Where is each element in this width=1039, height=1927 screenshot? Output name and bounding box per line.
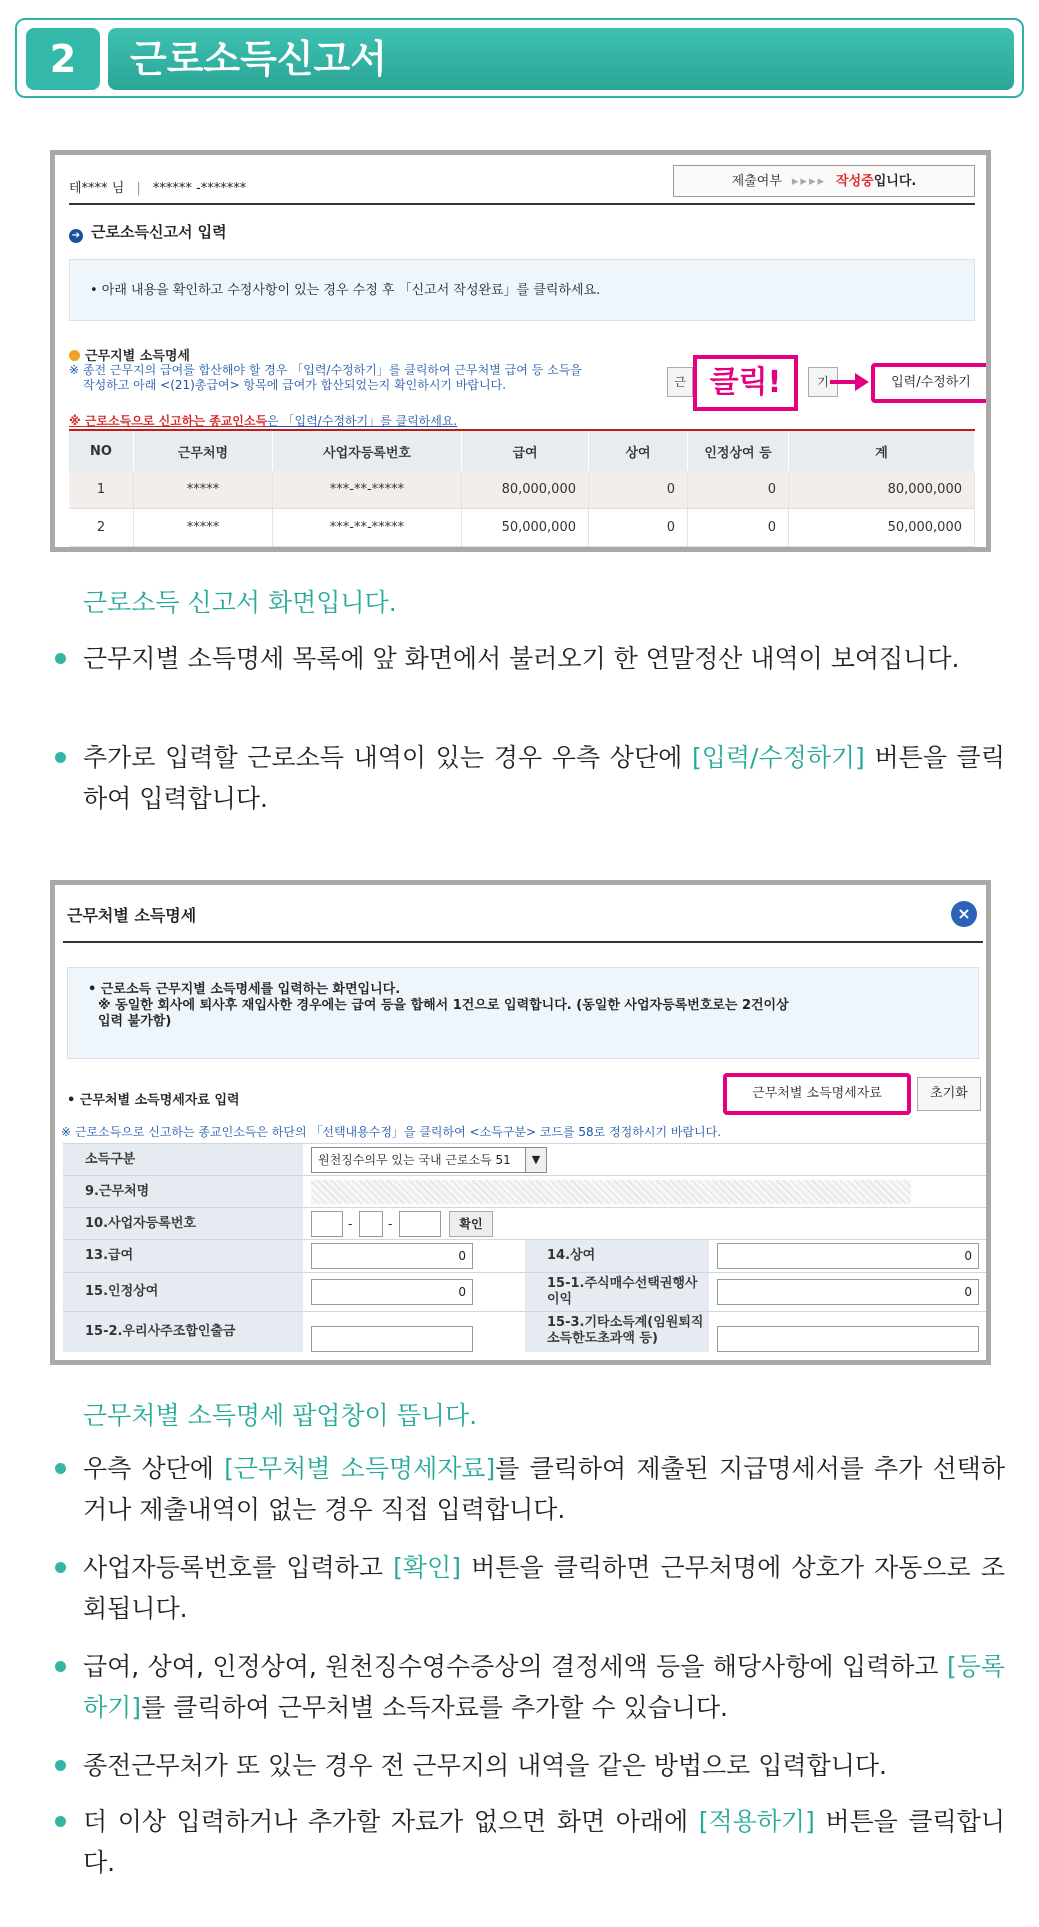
other-income-label-line1: 15-3.기타소득계(임원퇴직 bbox=[547, 1315, 704, 1330]
chevron-down-icon: ▼ bbox=[525, 1148, 546, 1172]
cell-workplace: ***** bbox=[134, 509, 273, 547]
bullet-highlight: [적용하기] bbox=[698, 1807, 815, 1836]
bullet-text-pre: 사업자등록번호를 입력하고 bbox=[83, 1553, 394, 1582]
edit-button[interactable]: 입력/수정하기 bbox=[871, 363, 991, 403]
form-row-other bbox=[63, 1311, 987, 1352]
table-row[interactable] bbox=[69, 509, 975, 547]
bullet-text-post: 를 클릭하여 근무처별 소득자료를 추가할 수 있습니다. bbox=[141, 1693, 728, 1722]
cell-bonus: 0 bbox=[589, 509, 688, 547]
col-header: 계 bbox=[789, 431, 975, 471]
status-arrows: ▸▸▸▸ bbox=[791, 174, 827, 189]
income-type-label: 소득구분 bbox=[63, 1144, 303, 1175]
bullet-text-post: 버튼을 클릭합니다. bbox=[83, 1807, 1005, 1877]
bonus-label: 14.상여 bbox=[525, 1240, 709, 1272]
bullet-dot-icon bbox=[55, 1760, 66, 1771]
bizno-label: 10.사업자등록번호 bbox=[63, 1208, 303, 1239]
bullet-text: 근무지별 소득명세 목록에 앞 화면에서 불러오기 한 연말정산 내역이 보여집니다. bbox=[83, 644, 960, 673]
bullet-item bbox=[55, 1547, 1005, 1629]
form-row-recognized bbox=[63, 1272, 987, 1311]
workplace-income-heading bbox=[69, 345, 190, 364]
bullet-highlight: [등록하기] bbox=[83, 1652, 1005, 1722]
cell-bizno: ***-**-***** bbox=[273, 509, 462, 547]
bullet-dot-icon bbox=[55, 1816, 66, 1827]
workplace-label: 9.근무처명 bbox=[63, 1176, 303, 1207]
bullet-dot-icon bbox=[55, 752, 66, 763]
recognized-bonus-label: 15.인정상여 bbox=[63, 1273, 303, 1311]
bizno-input-1[interactable] bbox=[311, 1211, 343, 1237]
bullet-text-post: 를 클릭하여 제출된 지급명세서를 추가 선택하거나 제출내역이 없는 경우 직접 입력합니다. bbox=[83, 1454, 1005, 1524]
salary-label: 13.급여 bbox=[63, 1240, 303, 1272]
union-withdrawal-input[interactable] bbox=[311, 1326, 473, 1352]
workplace-income-heading-text: 근무지별 소득명세 bbox=[85, 349, 190, 364]
bullet-dot-icon bbox=[69, 350, 80, 361]
status-suffix: 입니다. bbox=[873, 174, 917, 189]
salary-input[interactable]: 0 bbox=[311, 1243, 473, 1269]
submission-status bbox=[673, 165, 975, 197]
popup-notice bbox=[67, 967, 979, 1059]
bullet-item bbox=[55, 638, 1005, 679]
bullet-text bbox=[83, 1448, 1005, 1530]
screenshot-tax-return bbox=[50, 150, 991, 552]
merge-note bbox=[69, 363, 669, 393]
religious-income-note: ※ 근로소득으로 신고하는 종교인소득은 하단의 「선택내용수정」을 클릭하여 <소득구분> 코드를 58로 정정하시기 바랍니다. bbox=[61, 1125, 722, 1139]
cell-total: 80,000,000 bbox=[789, 471, 975, 509]
cell-bonus: 0 bbox=[589, 471, 688, 509]
bullet-text: 종전근무처가 또 있는 경우 전 근무지의 내역을 같은 방법으로 입력합니다. bbox=[83, 1751, 887, 1780]
bonus-input[interactable]: 0 bbox=[717, 1243, 979, 1269]
bullet-text-pre: 더 이상 입력하거나 추가할 자료가 없으면 화면 아래에 bbox=[83, 1807, 699, 1836]
income-data-heading: • 근무처별 소득명세자료 입력 bbox=[67, 1093, 240, 1108]
bullet-highlight: [입력/수정하기] bbox=[691, 743, 865, 772]
table-header-row bbox=[69, 431, 975, 471]
header-divider bbox=[69, 203, 975, 205]
user-info bbox=[69, 177, 246, 196]
bullet-text-post: 버튼을 클릭하면 근무처명에 상호가 자동으로 조회됩니다. bbox=[83, 1553, 1005, 1623]
religious-note-highlight: 근로소득으로 신고하는 종교인소득 bbox=[84, 414, 268, 428]
workplace-name-readonly bbox=[311, 1180, 911, 1204]
status-label: 제출여부 bbox=[731, 174, 782, 189]
cell-no: 2 bbox=[69, 509, 134, 547]
user-name: 테**** 님 bbox=[69, 181, 125, 196]
bullet-item bbox=[55, 1801, 1005, 1883]
workplace-income-table bbox=[69, 431, 975, 547]
union-withdrawal-label: 15-2.우리사주조합인출금 bbox=[63, 1312, 303, 1352]
status-value: 작성중 bbox=[836, 174, 874, 189]
stock-option-label: 15-1.주식매수선택권행사이익 bbox=[525, 1273, 709, 1311]
workplace-income-data-button[interactable]: 근무처별 소득명세자료 bbox=[723, 1073, 911, 1115]
callout-arrow-icon bbox=[855, 373, 869, 391]
other-income-input[interactable] bbox=[717, 1326, 979, 1352]
bullet-item bbox=[55, 1448, 1005, 1530]
form-row-bizno bbox=[63, 1207, 987, 1239]
bizno-dash: - bbox=[388, 1217, 393, 1231]
section-heading bbox=[69, 221, 227, 243]
col-header: 인정상여 등 bbox=[688, 431, 789, 471]
col-header: NO bbox=[69, 431, 134, 471]
table-row[interactable] bbox=[69, 471, 975, 509]
close-icon[interactable]: × bbox=[951, 901, 977, 927]
user-id: ****** -******* bbox=[152, 181, 247, 196]
partially-hidden-button[interactable]: 근 bbox=[667, 367, 693, 397]
bullet-text-pre: 우측 상단에 bbox=[83, 1454, 225, 1483]
bullet-text-pre: 급여, 상여, 인정상여, 원천징수영수증상의 결정세액 등을 해당사항에 입력하고 bbox=[83, 1652, 947, 1681]
form-row-income-type bbox=[63, 1143, 987, 1175]
caption-1: 근로소득 신고서 화면입니다. bbox=[83, 588, 397, 617]
cell-no: 1 bbox=[69, 471, 134, 509]
confirm-button[interactable]: 확인 bbox=[449, 1211, 493, 1237]
section-number: 2 bbox=[26, 28, 100, 90]
partially-hidden-button-right[interactable]: 기 bbox=[808, 367, 838, 397]
religious-income-note bbox=[69, 412, 457, 429]
bullet-item bbox=[55, 1646, 1005, 1728]
bizno-input-3[interactable] bbox=[399, 1211, 441, 1237]
stock-option-input[interactable]: 0 bbox=[717, 1279, 979, 1305]
income-type-select[interactable] bbox=[311, 1147, 547, 1173]
cell-bizno: ***-**-***** bbox=[273, 471, 462, 509]
click-callout: 클릭! bbox=[693, 355, 798, 411]
form-row-workplace bbox=[63, 1175, 987, 1207]
cell-total: 50,000,000 bbox=[789, 509, 975, 547]
arrow-circle-icon: ➔ bbox=[69, 229, 83, 243]
col-header: 근무처명 bbox=[134, 431, 273, 471]
bullet-text bbox=[83, 1801, 1005, 1883]
col-header: 상여 bbox=[589, 431, 688, 471]
bullet-text bbox=[83, 1646, 1005, 1728]
caption-2: 근무처별 소득명세 팝업창이 뜹니다. bbox=[83, 1401, 478, 1430]
religious-note-prefix: ※ bbox=[69, 414, 85, 428]
bullet-text-pre: 추가로 입력할 근로소득 내역이 있는 경우 우측 상단에 bbox=[83, 743, 692, 772]
bullet-dot-icon bbox=[55, 653, 66, 664]
cell-salary: 80,000,000 bbox=[462, 471, 589, 509]
cell-workplace: ***** bbox=[134, 471, 273, 509]
cell-salary: 50,000,000 bbox=[462, 509, 589, 547]
col-header: 급여 bbox=[462, 431, 589, 471]
cell-recognized: 0 bbox=[688, 471, 789, 509]
notice-box: • 아래 내용을 확인하고 수정사항이 있는 경우 수정 후 「신고서 작성완료」를 클릭하세요. bbox=[69, 259, 975, 321]
form-row-salary bbox=[63, 1239, 987, 1272]
bullet-text bbox=[83, 1547, 1005, 1629]
income-type-value: 원천징수의무 있는 국내 근로소득 51 bbox=[318, 1153, 511, 1167]
bullet-item bbox=[55, 737, 1005, 819]
other-income-label bbox=[525, 1312, 709, 1352]
reset-button[interactable]: 초기화 bbox=[917, 1077, 981, 1111]
cell-recognized: 0 bbox=[688, 509, 789, 547]
popup-divider bbox=[63, 941, 983, 943]
bullet-text bbox=[83, 737, 1005, 819]
section-heading-text: 근로소득신고서 입력 bbox=[91, 223, 227, 241]
merge-note-line2: 작성하고 아래 <(21)총급여> 항목에 급여가 합산되었는지 확인하시기 바랍니다. bbox=[83, 378, 507, 392]
bullet-item bbox=[55, 1745, 1005, 1786]
popup-notice-line2: ※ 동일한 회사에 퇴사후 재입사한 경우에는 급여 등을 합해서 1건으로 입력합니다. (동일한 사업자등록번호로는 2건이상 bbox=[98, 998, 789, 1013]
screenshot-income-popup bbox=[50, 880, 991, 1365]
bullet-text-post: 버튼을 클릭하여 입력합니다. bbox=[83, 743, 1005, 813]
merge-note-line1: ※ 종전 근무지의 급여를 합산해야 할 경우 「입력/수정하기」를 클릭하여 근무처별 급여 등 소득을 bbox=[69, 363, 582, 377]
section-title: 근로소득신고서 bbox=[108, 28, 1014, 90]
popup-title: 근무처별 소득명세 bbox=[67, 906, 197, 925]
bullet-highlight: [근무처별 소득명세자료] bbox=[224, 1454, 496, 1483]
religious-note-suffix: 은 「입력/수정하기」를 클릭하세요. bbox=[267, 414, 458, 428]
bizno-input-2[interactable] bbox=[359, 1211, 383, 1237]
bizno-dash: - bbox=[348, 1217, 353, 1231]
bullet-dot-icon bbox=[55, 1463, 66, 1474]
recognized-bonus-input[interactable]: 0 bbox=[311, 1279, 473, 1305]
popup-notice-line3: 입력 불가함) bbox=[98, 1014, 172, 1029]
col-header: 사업자등록번호 bbox=[273, 431, 462, 471]
popup-notice-line1: • 근로소득 근무지별 소득명세를 입력하는 화면입니다. bbox=[88, 982, 401, 997]
bullet-dot-icon bbox=[55, 1661, 66, 1672]
bullet-dot-icon bbox=[55, 1562, 66, 1573]
user-separator: | bbox=[136, 181, 141, 196]
bullet-highlight: [확인] bbox=[393, 1553, 461, 1582]
other-income-label-line2: 소득한도초과액 등) bbox=[547, 1331, 658, 1346]
callout-arrow-shaft bbox=[830, 380, 856, 384]
